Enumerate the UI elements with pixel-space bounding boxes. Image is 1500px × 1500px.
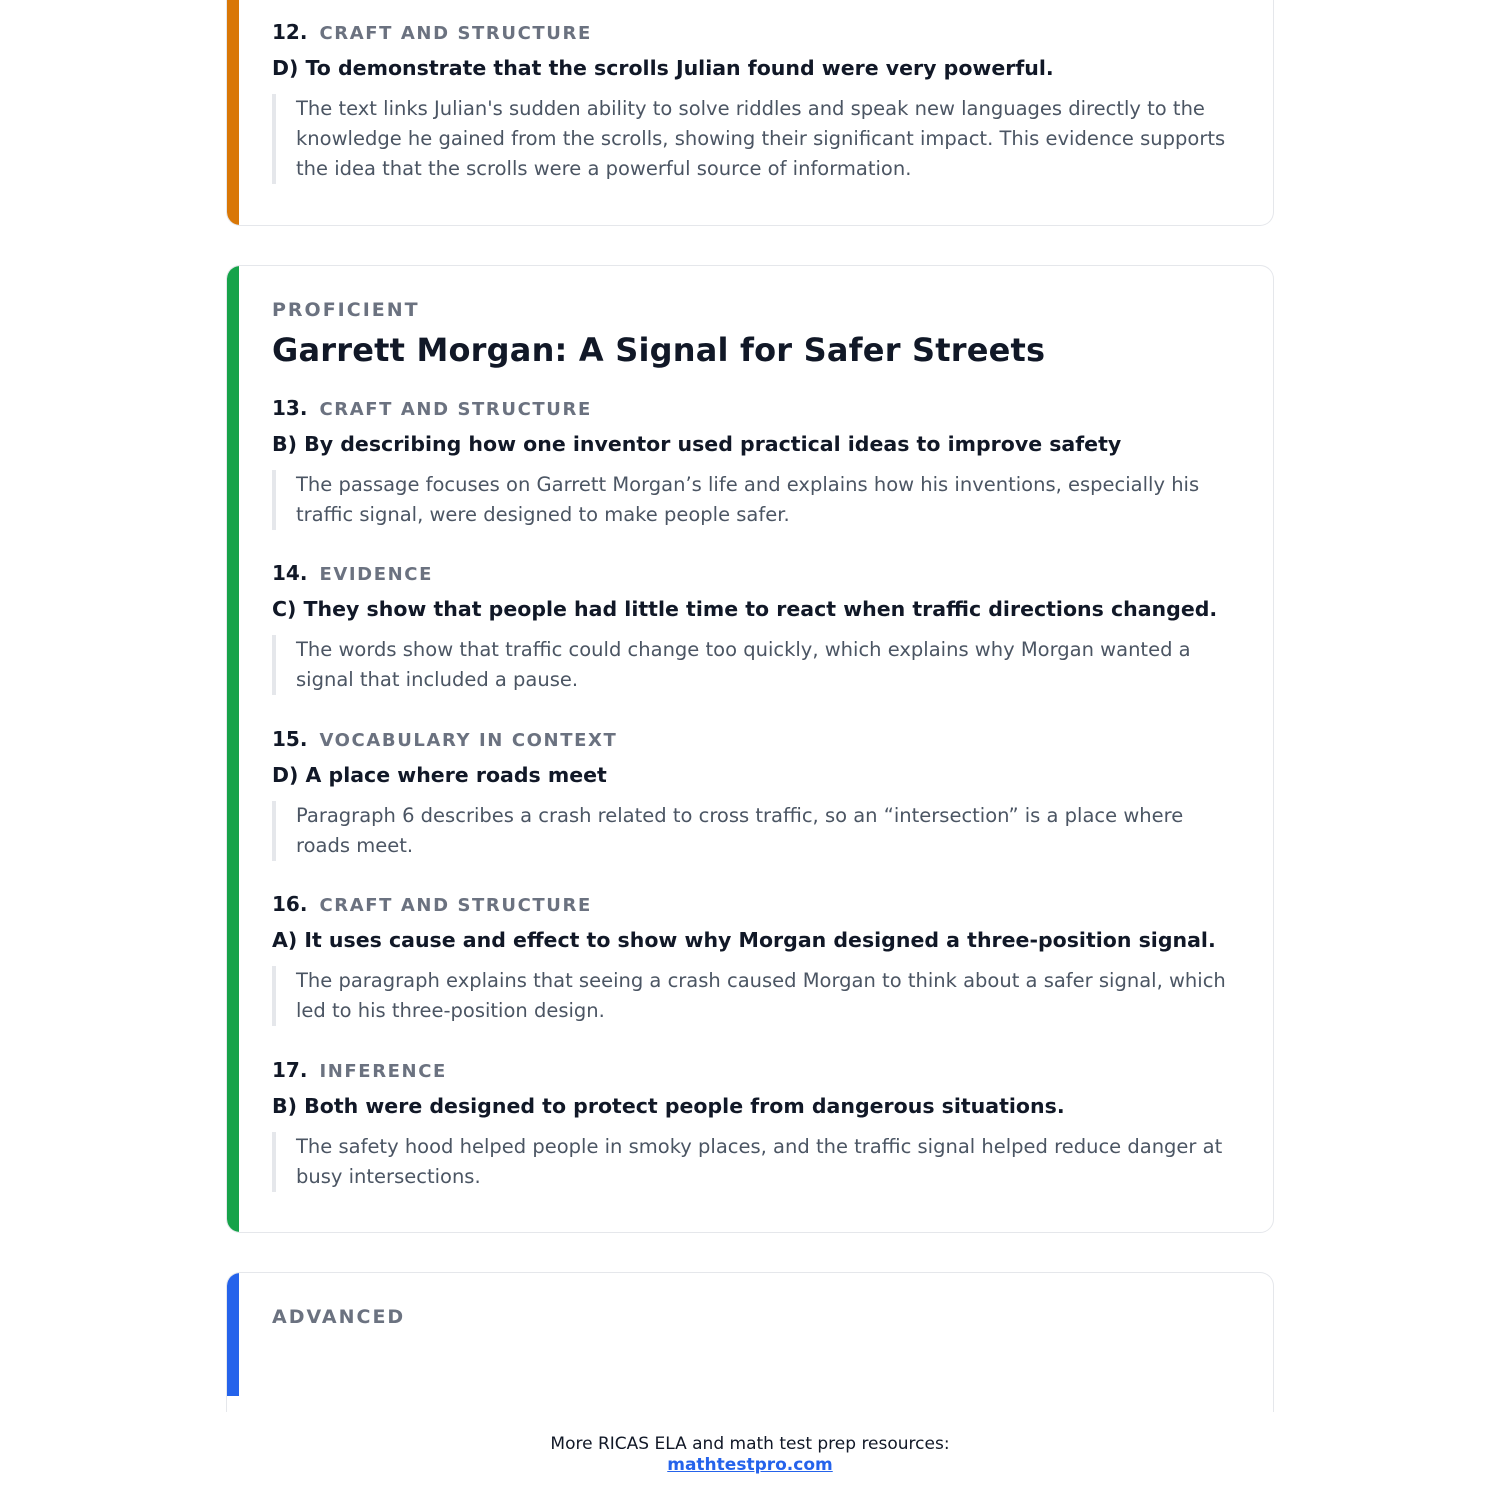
question-item bbox=[272, 396, 1243, 530]
level-label: ADVANCED bbox=[272, 1306, 406, 1328]
footer-link[interactable]: mathtestpro.com bbox=[667, 1455, 833, 1475]
footer bbox=[0, 1434, 1500, 1476]
answer-explanation: The words show that traffic could change too quickly, which explains why Morgan wanted a signal that included a pause. bbox=[272, 635, 1243, 695]
question-item bbox=[272, 20, 1243, 184]
answer-explanation: The text links Julian's sudden ability to solve riddles and speak new languages directly to the knowledge he gained from the scrolls, showing their significant impact. This evidence supports the idea that the scrolls were a powerful source of information. bbox=[272, 94, 1243, 184]
answer-card-advanced bbox=[226, 1272, 1274, 1412]
question-number: 16. bbox=[272, 892, 308, 916]
correct-answer: A) It uses cause and effect to show why Morgan designed a three-position signal. bbox=[272, 928, 1216, 952]
correct-answer: D) To demonstrate that the scrolls Julian found were very powerful. bbox=[272, 56, 1054, 80]
question-category: CRAFT AND STRUCTURE bbox=[319, 895, 592, 916]
answer-card-proficient bbox=[226, 265, 1274, 1233]
question-number: 17. bbox=[272, 1058, 308, 1082]
answer-explanation: The passage focuses on Garrett Morgan’s life and explains how his inventions, especially his traffic signal, were designed to make people safer. bbox=[272, 470, 1243, 530]
level-label: PROFICIENT bbox=[272, 299, 420, 321]
footer-text: More RICAS ELA and math test prep resources: bbox=[550, 1434, 950, 1454]
question-number: 12. bbox=[272, 20, 308, 44]
question-category: CRAFT AND STRUCTURE bbox=[319, 23, 592, 44]
question-item bbox=[272, 561, 1243, 695]
question-item bbox=[272, 727, 1243, 861]
question-number: 14. bbox=[272, 561, 308, 585]
question-item bbox=[272, 892, 1243, 1026]
question-item bbox=[272, 1058, 1243, 1192]
answer-explanation: Paragraph 6 describes a crash related to cross traffic, so an “intersection” is a place where roads meet. bbox=[272, 801, 1243, 861]
correct-answer: B) By describing how one inventor used practical ideas to improve safety bbox=[272, 432, 1122, 456]
answer-explanation: The safety hood helped people in smoky places, and the traffic signal helped reduce danger at busy intersections. bbox=[272, 1132, 1243, 1192]
question-category: VOCABULARY IN CONTEXT bbox=[319, 730, 618, 751]
question-category: CRAFT AND STRUCTURE bbox=[319, 399, 592, 420]
correct-answer: B) Both were designed to protect people from dangerous situations. bbox=[272, 1094, 1065, 1118]
question-category: EVIDENCE bbox=[319, 564, 433, 585]
question-number: 13. bbox=[272, 396, 308, 420]
answer-explanation: The paragraph explains that seeing a crash caused Morgan to think about a safer signal, which led to his three-position design. bbox=[272, 966, 1243, 1026]
correct-answer: D) A place where roads meet bbox=[272, 763, 607, 787]
passage-title: Garrett Morgan: A Signal for Safer Streets bbox=[272, 331, 1046, 369]
answer-card-previous bbox=[226, 0, 1274, 226]
level-accent-bar bbox=[227, 0, 239, 225]
question-category: INFERENCE bbox=[319, 1061, 447, 1082]
level-accent-bar bbox=[227, 1273, 239, 1396]
correct-answer: C) They show that people had little time to react when traffic directions changed. bbox=[272, 597, 1218, 621]
question-number: 15. bbox=[272, 727, 308, 751]
level-accent-bar bbox=[227, 266, 239, 1232]
